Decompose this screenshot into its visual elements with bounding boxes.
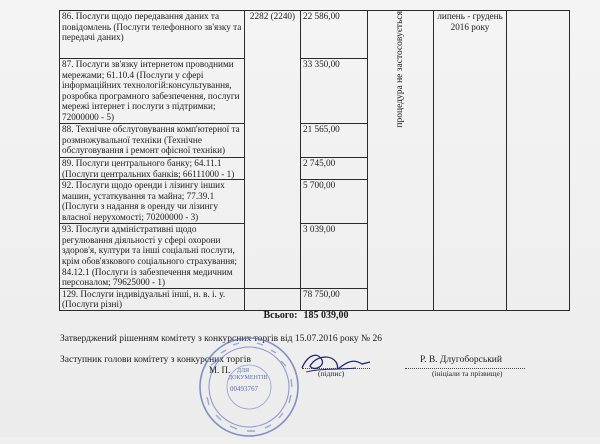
name-caption: (ініціали та прізвище)	[432, 369, 503, 378]
total-row	[60, 310, 570, 323]
service-name: 88. Технічне обслуговування комп'ютерної та розмножувальної техніки (Технічне обслуговування і ремонт офісної техніки)	[60, 124, 245, 158]
kekv-code: 2282 (2240)	[245, 11, 301, 289]
total-label: Всього:	[263, 309, 298, 321]
handwritten-signature	[296, 346, 376, 382]
service-name: 89. Послуги центрального банку; 64.11.1 (Послуги центральних банків; 66111000 - 1)	[60, 158, 245, 180]
period: липень - грудень 2016 року	[434, 11, 507, 311]
amount: 3 039,00	[301, 224, 368, 289]
notes-cell	[507, 11, 570, 311]
service-name: 87. Послуги зв'язку інтернетом проводними мережами; 61.10.4 (Послуги у сфері інформаційних технологій:консультування, розробка програмного забезпечення, послуги мережі інтернет і послуги з підтримки; 72000000 - 5)	[60, 59, 245, 124]
procedure-cell	[368, 11, 434, 311]
total-value: 185 039,00	[303, 309, 349, 321]
amount: 78 750,00	[301, 288, 368, 310]
approval-note: Затверджений рішенням комітету з конкурсних торгів від 15.07.2016 року № 26	[60, 334, 382, 344]
procurement-table	[59, 10, 570, 323]
table-row	[60, 11, 570, 59]
signer-name: Р. В. Длугоборський	[420, 355, 502, 365]
mp-label: М. П.	[209, 365, 231, 375]
amount: 21 565,00	[301, 124, 368, 158]
amount: 2 745,00	[301, 158, 368, 180]
amount: 5 700,00	[301, 180, 368, 224]
stamp-code: 00493767	[230, 385, 258, 393]
deputy-title: Заступник голови комітету з конкурсних торгів	[60, 355, 251, 365]
service-name: 92. Послуги щодо оренди і лізингу інших машин, устаткування та майна; 77.39.1 (Послуги з надання в оренду чи лізингу власної нерухомості; 70200000 - 3)	[60, 180, 245, 224]
procedure-text: процедура не застосовується	[395, 11, 406, 128]
service-name: 129. Послуги індивідуальні інші, н. в. і. у. (Послуги різні)	[60, 288, 245, 310]
amount: 22 586,00	[301, 11, 368, 59]
empty-code-cell	[245, 288, 301, 310]
signature-caption: (підпис)	[318, 369, 345, 378]
official-stamp	[197, 335, 301, 439]
service-name: 86. Послуги щодо передавання даних та повідомлень (Послуги телефонного зв'язку та передачі даних)	[60, 11, 245, 59]
amount: 33 350,00	[301, 59, 368, 124]
service-name: 93. Послуги адміністративні щодо регулювання діяльності у сфері охорони здоров'я, култури та інші соціальні послуги, крім обов'язкового соціального страхування; 84.12.1 (Послуги із забезпечення медичним персоналом; 79625000 - 1)	[60, 224, 245, 289]
stamp-text: ДОКУМЕНТІВ	[228, 375, 268, 381]
stamp-text: ДЛЯ	[237, 368, 250, 374]
